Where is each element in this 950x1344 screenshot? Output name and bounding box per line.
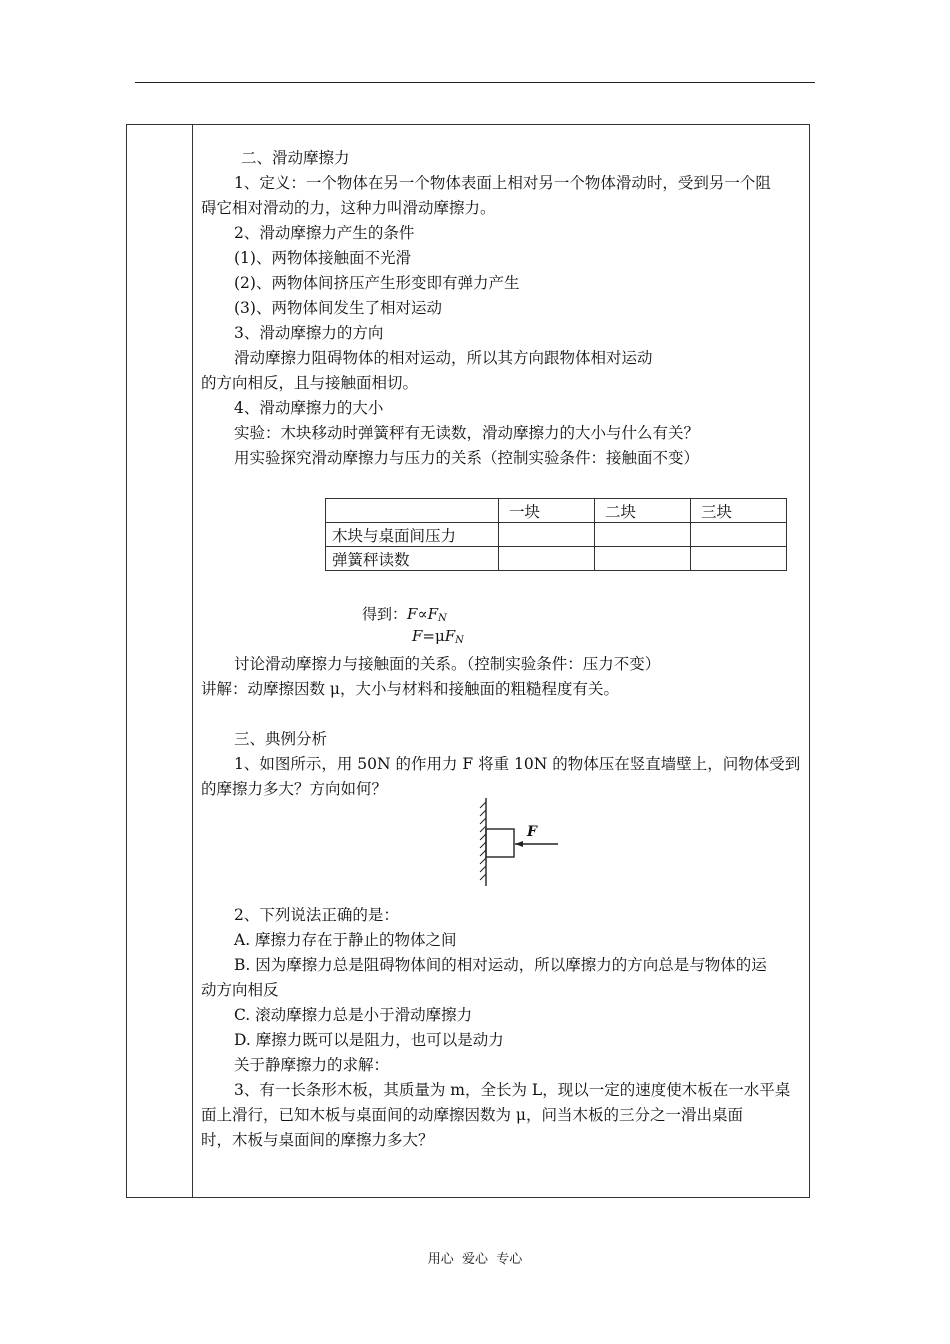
table-row xyxy=(326,523,787,547)
question-line: 1、如图所示，用 50N 的作用力 F 将重 10N 的物体压在竖直墙壁上，问物体受到 xyxy=(234,755,801,773)
paragraph-line: 用实验探究滑动摩擦力与压力的关系（控制实验条件：接触面不变） xyxy=(234,449,700,467)
option-item: B. 因为摩擦力总是阻碍物体间的相对运动，所以摩擦力的方向总是与物体的运 xyxy=(234,956,767,974)
section-heading: 三、典例分析 xyxy=(234,730,328,748)
question-line: 3、有一长条形木板，其质量为 m，全长为 L，现以一定的速度使木板在一水平桌 xyxy=(234,1081,791,1099)
table-cell xyxy=(499,523,595,547)
table-cell xyxy=(595,523,691,547)
page-footer: 用心 爱心 专心 xyxy=(427,1252,523,1267)
option-item: 动方向相反 xyxy=(201,981,279,999)
condition-item: (1)、两物体接触面不光滑 xyxy=(234,249,411,267)
subsection-title: 关于静摩擦力的求解： xyxy=(234,1056,390,1074)
table-row xyxy=(326,547,787,571)
table-header-cell: 二块 xyxy=(595,499,691,523)
question-line: 的摩擦力多大？方向如何？ xyxy=(201,780,388,798)
paragraph-line: 讨论滑动摩擦力与接触面的关系。（控制实验条件：压力不变） xyxy=(234,655,661,673)
formula-operator: ∝ xyxy=(417,605,428,623)
subsection-title: 2、滑动摩擦力产生的条件 xyxy=(234,224,415,242)
formula-subscript: N xyxy=(438,613,447,624)
table-cell xyxy=(595,547,691,571)
paragraph-line: 的方向相反，且与接触面相切。 xyxy=(201,374,419,392)
formula-symbol: F xyxy=(444,627,456,645)
definition-line: 1、定义：一个物体在另一个物体表面上相对另一个物体滑动时，受到另一个阻 xyxy=(234,174,771,192)
table-cell xyxy=(326,499,499,523)
formula-symbol: F xyxy=(412,627,423,645)
condition-item: (2)、两物体间挤压产生形变即有弹力产生 xyxy=(234,274,520,292)
formula-proportional xyxy=(362,603,447,624)
formula-symbol: F xyxy=(407,605,418,623)
force-label: F xyxy=(527,824,537,840)
question-line: 面上滑行，已知木板与桌面间的动摩擦因数为 μ，问当木板的三分之一滑出桌面 xyxy=(201,1106,744,1124)
option-item: A. 摩擦力存在于静止的物体之间 xyxy=(234,931,457,949)
condition-item: (3)、两物体间发生了相对运动 xyxy=(234,299,442,317)
header-rule xyxy=(135,82,815,83)
formula-symbol: F xyxy=(427,605,439,623)
paragraph-line: 讲解：动摩擦因数 μ，大小与材料和接触面的粗糙程度有关。 xyxy=(201,680,620,698)
table-header-cell: 三块 xyxy=(691,499,787,523)
wall-block-force-diagram xyxy=(470,796,570,888)
table-cell xyxy=(691,523,787,547)
table-header-row xyxy=(326,499,787,523)
question-line: 2、下列说法正确的是： xyxy=(234,906,399,924)
option-item: C. 滚动摩擦力总是小于滑动摩擦力 xyxy=(234,1006,473,1024)
formula-subscript: N xyxy=(455,635,464,646)
paragraph-line: 滑动摩擦力阻碍物体的相对运动，所以其方向跟物体相对运动 xyxy=(234,349,653,367)
section-heading: 二、滑动摩擦力 xyxy=(241,149,350,167)
section-sliding-friction xyxy=(201,146,806,471)
table-row-label: 弹簧秤读数 xyxy=(326,547,499,571)
table-header-cell: 一块 xyxy=(499,499,595,523)
formula-label: 得到： xyxy=(362,605,408,623)
subsection-title: 3、滑动摩擦力的方向 xyxy=(234,324,384,342)
formula-equation xyxy=(412,627,464,646)
definition-line: 碍它相对滑动的力，这种力叫滑动摩擦力。 xyxy=(201,199,496,217)
discussion-block xyxy=(201,652,806,802)
table-cell xyxy=(499,547,595,571)
table-row-label: 木块与桌面间压力 xyxy=(326,523,499,547)
column-divider xyxy=(192,124,193,1198)
subsection-title: 4、滑动摩擦力的大小 xyxy=(234,399,384,417)
experiment-table xyxy=(325,498,787,571)
paragraph-line: 实验：木块移动时弹簧秤有无读数，滑动摩擦力的大小与什么有关？ xyxy=(234,424,700,442)
table-cell xyxy=(691,547,787,571)
examples-block xyxy=(201,903,806,1153)
formula-operator: =μ xyxy=(422,627,445,645)
option-item: D. 摩擦力既可以是阻力，也可以是动力 xyxy=(234,1031,504,1049)
question-line: 时，木板与桌面间的摩擦力多大？ xyxy=(201,1131,434,1149)
